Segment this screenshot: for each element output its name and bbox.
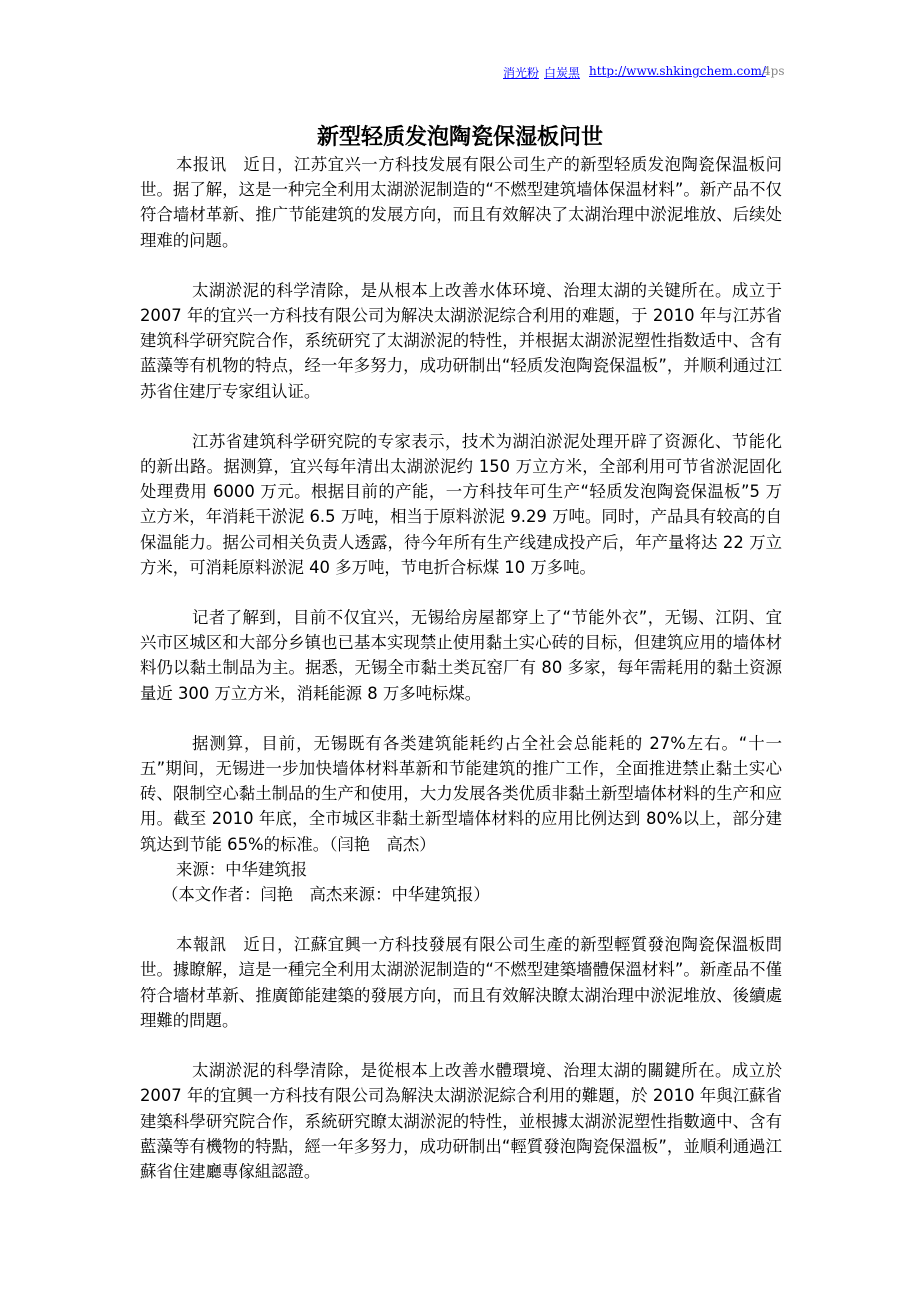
article-title: 新型轻质发泡陶瓷保湿板问世 (316, 125, 603, 150)
paragraph-5: 据测算，目前，无锡既有各类建筑能耗约占全社会总能耗的 27%左右。“十一五”期间，无锡进一步加快墙体材料革新和节能建筑的推广工作，全面推进禁止黏土实心砖、限制空心黏土制品的生产和使用，大力发展各类优质非黏土新型墙体材料的生产和应用。截至 2010 年底，全市城区非黏土新型墙体材料的应用比例达到 80%以上，部分建筑达到节能 65%的标准。（闫艳 高杰） (140, 733, 782, 854)
page-header (0, 64, 920, 84)
header-page-label: 4ps (763, 64, 785, 78)
source-line: 来源：中华建筑报 (176, 859, 308, 879)
paragraph-gap (140, 706, 782, 731)
paragraph-gap (140, 253, 782, 278)
header-link-xiaoguangfen[interactable]: 消光粉 (503, 66, 540, 80)
header-link-baitanhei[interactable]: 白炭黑 (544, 66, 581, 80)
article-body (140, 152, 782, 1184)
paragraph-gap (140, 404, 782, 429)
header-url-link[interactable]: http://www.shkingchem.com/ (589, 64, 766, 78)
paragraph-2: 太湖淤泥的科学清除，是从根本上改善水体环境、治理太湖的关键所在。成立于 2007 年的宜兴一方科技有限公司为解决太湖淤泥综合利用的难题，于 2010 年与江苏省建筑科学研究院合作，系统研究了太湖淤泥的特性，并根据太湖淤泥塑性指数适中、含有蓝藻等有机物的特点，经一年多努力，成功研制出“轻质发泡陶瓷保温板”，并顺利通过江苏省住建厅专家组认证。 (140, 280, 782, 401)
paragraph-gap (140, 580, 782, 605)
paragraph-gap (140, 1033, 782, 1058)
paragraph-3: 江苏省建筑科学研究院的专家表示，技术为湖泊淤泥处理开辟了资源化、节能化的新出路。据测算，宜兴每年清出太湖淤泥约 150 万立方米，全部利用可节省淤泥固化处理费用 6000 万元。根据目前的产能，一方科技年可生产“轻质发泡陶瓷保温板”5 万立方米，年消耗干淤泥 6.5 万吨，相当于原料淤泥 9.29 万吨。同时，产品具有较高的自保温能力。据公司相关负责人透露，待今年所有生产线建成投产后，年产量将达 22 万立方米，可消耗原料淤泥 40 多万吨，节电折合标煤 10 万多吨。 (140, 431, 782, 577)
paragraph-trad-1: 本報訊 近日，江蘇宜興一方科技發展有限公司生產的新型輕質發泡陶瓷保溫板問世。據瞭解，這是一種完全利用太湖淤泥制造的“不燃型建築墻體保溫材料”。新產品不僅符合墻材革新、推廣節能建築的發展方向，而且有效解決瞭太湖治理中淤泥堆放、後續處理難的問題。 (140, 935, 782, 1030)
paragraph-trad-2: 太湖淤泥的科學清除，是從根本上改善水體環境、治理太湖的關鍵所在。成立於 2007 年的宜興一方科技有限公司為解決太湖淤泥綜合利用的難題，於 2010 年與江蘇省建築科學研究院合作，系統研究瞭太湖淤泥的特性，並根據太湖淤泥塑性指數適中、含有藍藻等有機物的特點，經一年多努力，成功研制出“輕質發泡陶瓷保溫板”，並順利通過江蘇省住建廳專傢組認證。 (140, 1061, 782, 1181)
author-line: （本文作者：闫艳 高杰来源：中华建筑报） (162, 885, 490, 905)
paragraph-1: 本报讯 近日，江苏宜兴一方科技发展有限公司生产的新型轻质发泡陶瓷保温板问世。据了解，这是一种完全利用太湖淤泥制造的“不燃型建筑墙体保温材料”。新产品不仅符合墙材革新、推广节能建筑的发展方向，而且有效解决了太湖治理中淤泥堆放、后续处理难的问题。 (140, 155, 782, 250)
paragraph-4: 记者了解到，目前不仅宜兴，无锡给房屋都穿上了“节能外衣”，无锡、江阴、宜兴市区城区和大部分乡镇也已基本实现禁止使用黏土实心砖的目标，但建筑应用的墙体材料仍以黏土制品为主。据悉，无锡全市黏土类瓦窑厂有 80 多家，每年需耗用的黏土资源量近 300 万立方米，消耗能源 8 万多吨标煤。 (140, 608, 782, 703)
paragraph-gap (140, 907, 782, 932)
